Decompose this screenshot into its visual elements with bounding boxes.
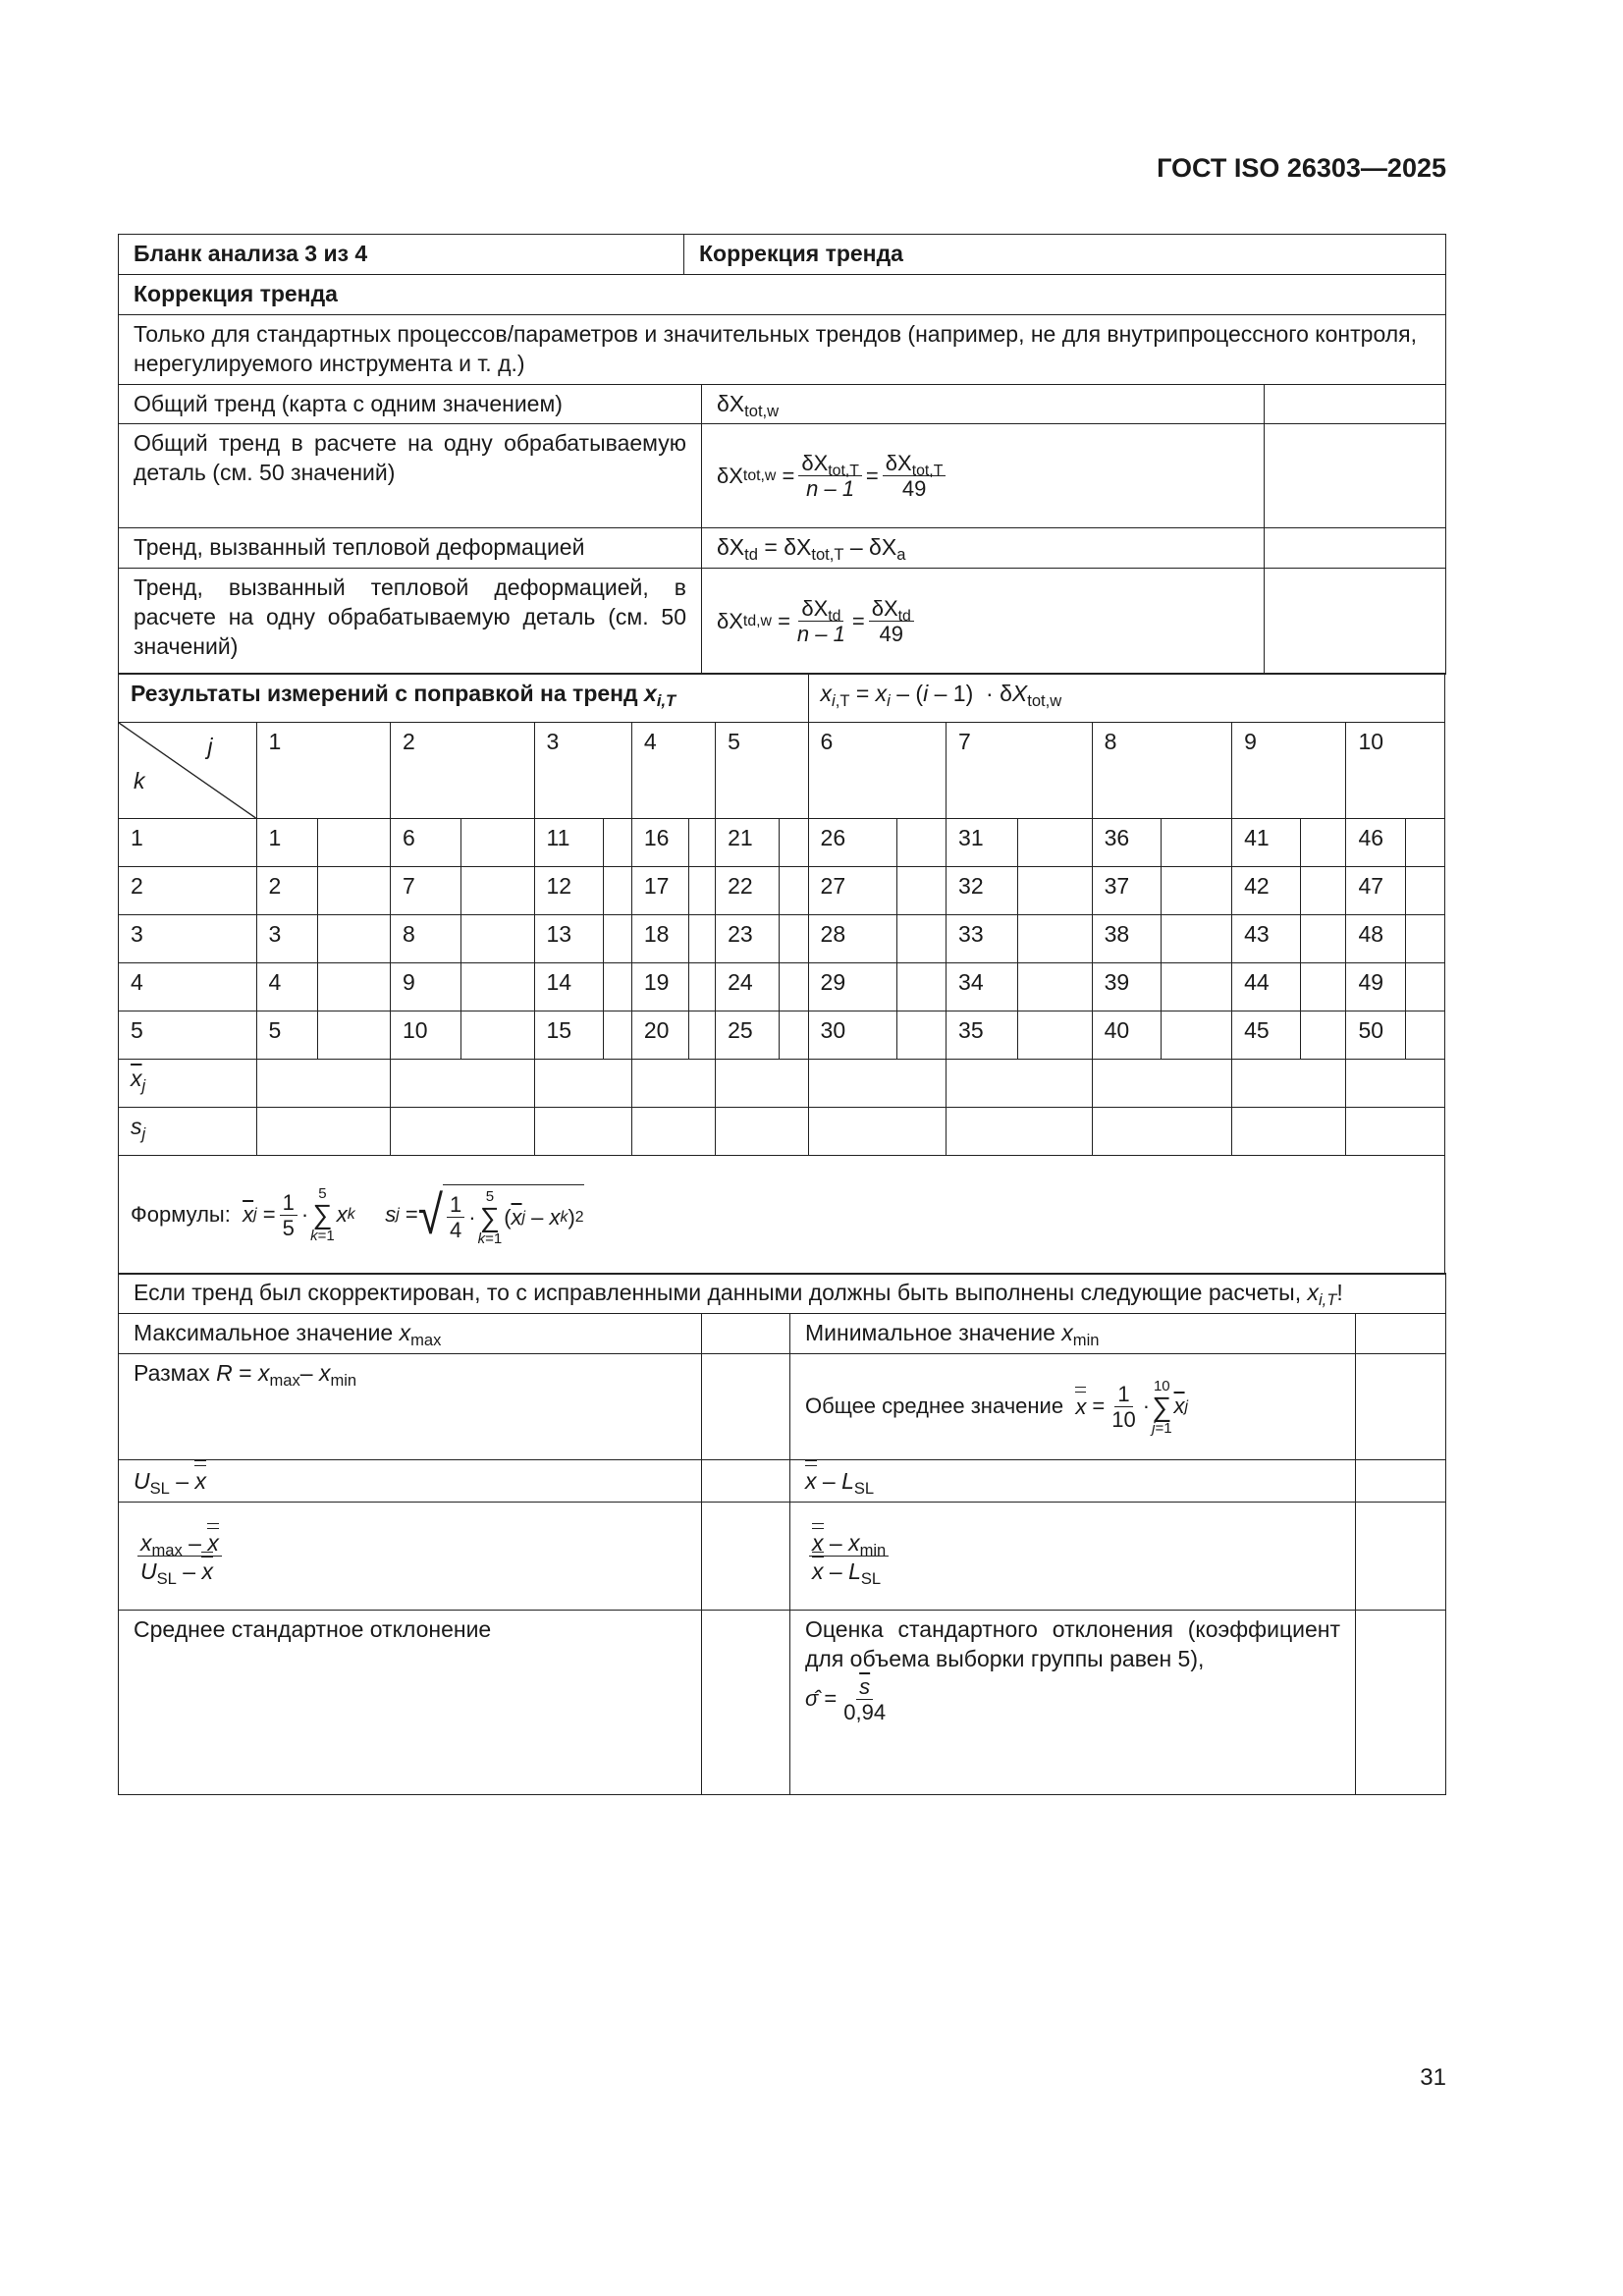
measurement-value-cell[interactable] bbox=[896, 867, 946, 915]
mean-cell[interactable] bbox=[256, 1060, 390, 1108]
grid-row bbox=[119, 963, 1445, 1011]
col-header-5: 5 bbox=[716, 723, 808, 819]
measurement-value-cell[interactable] bbox=[689, 1011, 716, 1060]
correction-formula: $x_{i,T} = x_i - (i - 1) \cdot \delta X_{tot,w}$ bbox=[808, 674, 1444, 723]
measurement-index: 48 bbox=[1346, 915, 1405, 963]
measurement-index: 39 bbox=[1092, 963, 1161, 1011]
measurement-index: 8 bbox=[390, 915, 460, 963]
measurement-value-cell[interactable] bbox=[896, 1011, 946, 1060]
measurement-index: 9 bbox=[390, 963, 460, 1011]
col-header-2: 2 bbox=[390, 723, 534, 819]
sd-row-label: $s_j$ bbox=[119, 1108, 257, 1156]
measurement-index: 26 bbox=[808, 819, 896, 867]
measurement-value-cell[interactable] bbox=[603, 1011, 631, 1060]
sd-cell[interactable] bbox=[716, 1108, 808, 1156]
measurement-index: 37 bbox=[1092, 867, 1161, 915]
trend-table bbox=[118, 234, 1446, 675]
usl-minus-mean-label: $U_{SL}$ – x bbox=[119, 1460, 702, 1503]
measurement-index: 25 bbox=[716, 1011, 780, 1060]
sd-mean-cell[interactable] bbox=[702, 1611, 790, 1795]
row-index-k: 2 bbox=[119, 867, 257, 915]
mean-cell[interactable] bbox=[534, 1060, 631, 1108]
measurement-index: 29 bbox=[808, 963, 896, 1011]
measurement-index: 22 bbox=[716, 867, 780, 915]
measurement-value-cell[interactable] bbox=[1161, 819, 1231, 867]
measurement-index: 15 bbox=[534, 1011, 603, 1060]
measurement-value-cell[interactable] bbox=[780, 819, 808, 867]
measurement-value-cell[interactable] bbox=[896, 963, 946, 1011]
ratio-lower-label: $\frac{x - x_{min}}{x - L_{SL}}$ bbox=[790, 1503, 1356, 1611]
mean-cell[interactable] bbox=[808, 1060, 947, 1108]
measurement-value-cell[interactable] bbox=[603, 915, 631, 963]
blank-label: Бланк анализа 3 из 4 bbox=[119, 235, 684, 275]
measurement-index: 24 bbox=[716, 963, 780, 1011]
value-thermal-trend[interactable] bbox=[1265, 528, 1446, 569]
formula-thermal-per-part: δX td,w = $\frac{\delta X_{td}}{n - 1}$ = $\frac{\delta X_{td}}{49}$ bbox=[702, 569, 1265, 675]
max-value-label: Максимальное значение $x_{max}$ bbox=[119, 1314, 702, 1354]
row-index-k: 5 bbox=[119, 1011, 257, 1060]
measurement-value-cell[interactable] bbox=[780, 963, 808, 1011]
sd-cell[interactable] bbox=[256, 1108, 390, 1156]
measurement-index: 49 bbox=[1346, 963, 1405, 1011]
measurement-value-cell[interactable] bbox=[1161, 963, 1231, 1011]
col-header-8: 8 bbox=[1092, 723, 1232, 819]
grid-row bbox=[119, 915, 1445, 963]
value-thermal-per-part[interactable] bbox=[1265, 569, 1446, 675]
measurement-index: 19 bbox=[631, 963, 688, 1011]
measurement-index: 5 bbox=[256, 1011, 317, 1060]
measurement-value-cell[interactable] bbox=[461, 819, 534, 867]
results-title: Результаты измерений с поправкой на тренд $x_{i,T}$ bbox=[119, 674, 809, 723]
row-index-k: 1 bbox=[119, 819, 257, 867]
max-value-cell[interactable] bbox=[702, 1314, 790, 1354]
measurement-index: 13 bbox=[534, 915, 603, 963]
measurement-index: 33 bbox=[947, 915, 1018, 963]
col-header-9: 9 bbox=[1232, 723, 1346, 819]
measurement-index: 43 bbox=[1232, 915, 1301, 963]
col-header-3: 3 bbox=[534, 723, 631, 819]
row-label-trend-per-part: Общий тренд в расчете на одну обрабатываемую деталь (см. 50 значений) bbox=[119, 424, 702, 528]
formula-thermal-trend: $\delta X_{td} = \delta X_{tot,T} - \delta X_a$ bbox=[702, 528, 1265, 569]
mean-row-label: $\overline{x}_j$ bbox=[119, 1060, 257, 1108]
measurement-value-cell[interactable] bbox=[1301, 915, 1346, 963]
measurement-value-cell[interactable] bbox=[1018, 819, 1092, 867]
measurement-value-cell[interactable] bbox=[1301, 1011, 1346, 1060]
mean-cell[interactable] bbox=[947, 1060, 1093, 1108]
measurement-value-cell[interactable] bbox=[317, 915, 390, 963]
analysis-form bbox=[118, 234, 1445, 1795]
measurement-index: 23 bbox=[716, 915, 780, 963]
measurement-value-cell[interactable] bbox=[1018, 915, 1092, 963]
results-table bbox=[118, 673, 1445, 1275]
measurement-value-cell[interactable] bbox=[461, 1011, 534, 1060]
measurement-value-cell[interactable] bbox=[317, 819, 390, 867]
ratio-lower-cell[interactable] bbox=[1356, 1503, 1446, 1611]
sd-estimate-label: Оценка стандартного отклонения (коэффициент для объема выборки группы равен 5), σ̂ = $\frac{\overline{s}}{0,94}$ bbox=[790, 1611, 1356, 1795]
measurement-index: 50 bbox=[1346, 1011, 1405, 1060]
measurement-value-cell[interactable] bbox=[461, 915, 534, 963]
measurement-value-cell[interactable] bbox=[1405, 867, 1444, 915]
sd-cell[interactable] bbox=[631, 1108, 715, 1156]
measurement-index: 36 bbox=[1092, 819, 1161, 867]
col-header-4: 4 bbox=[631, 723, 715, 819]
col-header-6: 6 bbox=[808, 723, 947, 819]
measurement-index: 18 bbox=[631, 915, 688, 963]
col-header-7: 7 bbox=[947, 723, 1093, 819]
measurement-index: 20 bbox=[631, 1011, 688, 1060]
measurement-value-cell[interactable] bbox=[780, 1011, 808, 1060]
recalc-note: Если тренд был скорректирован, то с исправленными данными должны быть выполнены следующие расчеты, $x_{i,T}$! bbox=[119, 1274, 1446, 1314]
measurement-value-cell[interactable] bbox=[1301, 963, 1346, 1011]
sd-cell[interactable] bbox=[1092, 1108, 1232, 1156]
measurement-index: 38 bbox=[1092, 915, 1161, 963]
mean-cell[interactable] bbox=[1232, 1060, 1346, 1108]
measurement-value-cell[interactable] bbox=[689, 867, 716, 915]
measurement-index: 42 bbox=[1232, 867, 1301, 915]
measurement-index: 44 bbox=[1232, 963, 1301, 1011]
row-index-k: 4 bbox=[119, 963, 257, 1011]
measurement-value-cell[interactable] bbox=[1018, 1011, 1092, 1060]
mean-cell[interactable] bbox=[716, 1060, 808, 1108]
document-id: ГОСТ ISO 26303—2025 bbox=[1157, 153, 1446, 183]
row-label-thermal-trend: Тренд, вызванный тепловой деформацией bbox=[119, 528, 702, 569]
measurement-index: 21 bbox=[716, 819, 780, 867]
measurement-value-cell[interactable] bbox=[896, 819, 946, 867]
measurement-value-cell[interactable] bbox=[1301, 819, 1346, 867]
measurement-value-cell[interactable] bbox=[689, 819, 716, 867]
measurement-index: 1 bbox=[256, 819, 317, 867]
measurement-value-cell[interactable] bbox=[689, 963, 716, 1011]
range-label: Размах $R = x_{max}-$ $x_{min}$ bbox=[119, 1354, 702, 1460]
sd-mean-label: Среднее стандартное отклонение bbox=[119, 1611, 702, 1795]
value-trend-per-part[interactable] bbox=[1265, 424, 1446, 528]
grand-mean-cell[interactable] bbox=[1356, 1354, 1446, 1460]
measurement-value-cell[interactable] bbox=[1161, 867, 1231, 915]
measurement-index: 2 bbox=[256, 867, 317, 915]
stats-table bbox=[118, 1273, 1446, 1795]
sd-cell[interactable] bbox=[390, 1108, 534, 1156]
measurement-value-cell[interactable] bbox=[1018, 963, 1092, 1011]
measurement-index: 45 bbox=[1232, 1011, 1301, 1060]
measurement-value-cell[interactable] bbox=[780, 867, 808, 915]
measurement-value-cell[interactable] bbox=[1405, 819, 1444, 867]
measurement-index: 16 bbox=[631, 819, 688, 867]
sd-cell[interactable] bbox=[534, 1108, 631, 1156]
grid-corner-header: j k bbox=[119, 723, 257, 819]
measurement-index: 28 bbox=[808, 915, 896, 963]
range-cell[interactable] bbox=[702, 1354, 790, 1460]
measurement-value-cell[interactable] bbox=[317, 867, 390, 915]
formula-trend-per-part: δX tot,w = $\frac{\delta X_{tot,T}}{n - 1}$ = $\frac{\delta X_{tot,T}}{49}$ bbox=[702, 424, 1265, 528]
sd-cell[interactable] bbox=[1232, 1108, 1346, 1156]
measurement-index: 12 bbox=[534, 867, 603, 915]
sd-cell[interactable] bbox=[1346, 1108, 1445, 1156]
measurement-value-cell[interactable] bbox=[1018, 867, 1092, 915]
measurement-index: 30 bbox=[808, 1011, 896, 1060]
measurement-index: 32 bbox=[947, 867, 1018, 915]
mean-cell[interactable] bbox=[390, 1060, 534, 1108]
measurement-index: 47 bbox=[1346, 867, 1405, 915]
measurement-value-cell[interactable] bbox=[317, 1011, 390, 1060]
section-title: Коррекция тренда bbox=[119, 274, 1446, 314]
measurement-value-cell[interactable] bbox=[689, 915, 716, 963]
measurement-index: 7 bbox=[390, 867, 460, 915]
measurement-value-cell[interactable] bbox=[1405, 915, 1444, 963]
usl-minus-mean-cell[interactable] bbox=[702, 1460, 790, 1503]
measurement-value-cell[interactable] bbox=[1161, 915, 1231, 963]
col-header-10: 10 bbox=[1346, 723, 1445, 819]
min-value-label: Минимальное значение $x_{min}$ bbox=[790, 1314, 1356, 1354]
formulas-label: Формулы: bbox=[131, 1202, 231, 1228]
intro-note: Только для стандартных процессов/параметров и значительных трендов (например, не для внутрипроцессного контроля, нерегулируемого инструмента и т. д.) bbox=[119, 314, 1446, 384]
mean-cell[interactable] bbox=[1092, 1060, 1232, 1108]
measurement-index: 34 bbox=[947, 963, 1018, 1011]
measurement-index: 35 bbox=[947, 1011, 1018, 1060]
grid-row bbox=[119, 867, 1445, 915]
measurement-index: 3 bbox=[256, 915, 317, 963]
measurement-value-cell[interactable] bbox=[603, 963, 631, 1011]
value-total-trend[interactable] bbox=[1265, 384, 1446, 424]
ratio-upper-cell[interactable] bbox=[702, 1503, 790, 1611]
measurement-value-cell[interactable] bbox=[317, 963, 390, 1011]
measurement-value-cell[interactable] bbox=[1161, 1011, 1231, 1060]
measurement-value-cell[interactable] bbox=[896, 915, 946, 963]
measurement-value-cell[interactable] bbox=[1405, 1011, 1444, 1060]
sd-cell[interactable] bbox=[947, 1108, 1093, 1156]
mean-cell[interactable] bbox=[631, 1060, 715, 1108]
formulas-cell: Формулы: $\overline{x}$ j = $\frac{1}{5}$ · 5 ∑ k=1 x k s j = √ $\frac{1}{4}$ · 5 ∑ k=1 ( $\overline{x}$ j – x k ) 2 bbox=[119, 1156, 1445, 1275]
blank-title: Коррекция тренда bbox=[684, 235, 1446, 275]
measurement-index: 46 bbox=[1346, 819, 1405, 867]
measurement-index: 40 bbox=[1092, 1011, 1161, 1060]
measurement-index: 11 bbox=[534, 819, 603, 867]
col-header-1: 1 bbox=[256, 723, 390, 819]
measurement-index: 17 bbox=[631, 867, 688, 915]
grid-row bbox=[119, 1011, 1445, 1060]
measurement-value-cell[interactable] bbox=[1405, 963, 1444, 1011]
min-value-cell[interactable] bbox=[1356, 1314, 1446, 1354]
row-index-k: 3 bbox=[119, 915, 257, 963]
measurement-value-cell[interactable] bbox=[603, 819, 631, 867]
measurement-value-cell[interactable] bbox=[603, 867, 631, 915]
mean-cell[interactable] bbox=[1346, 1060, 1445, 1108]
formula-total-trend: $\delta X_{tot,w}$ bbox=[702, 384, 1265, 424]
measurement-index: 6 bbox=[390, 819, 460, 867]
measurement-index: 4 bbox=[256, 963, 317, 1011]
measurement-value-cell[interactable] bbox=[1301, 867, 1346, 915]
measurement-index: 41 bbox=[1232, 819, 1301, 867]
measurement-index: 14 bbox=[534, 963, 603, 1011]
mean-minus-lsl-label: x – $L_{SL}$ bbox=[790, 1460, 1356, 1503]
mean-minus-lsl-cell[interactable] bbox=[1356, 1460, 1446, 1503]
measurement-index: 10 bbox=[390, 1011, 460, 1060]
measurement-value-cell[interactable] bbox=[461, 963, 534, 1011]
row-label-total-trend: Общий тренд (карта с одним значением) bbox=[119, 384, 702, 424]
grand-mean-label: Общее среднее значение x = $\frac{1}{10}$ · 10 ∑ j=1 $\overline{x}$ j bbox=[790, 1354, 1356, 1460]
sd-cell[interactable] bbox=[808, 1108, 947, 1156]
row-label-thermal-per-part: Тренд, вызванный тепловой деформацией, в расчете на одну обрабатываемую деталь (см. 50 значений) bbox=[119, 569, 702, 675]
measurement-value-cell[interactable] bbox=[780, 915, 808, 963]
page-number: 31 bbox=[1420, 2064, 1446, 2091]
measurement-index: 31 bbox=[947, 819, 1018, 867]
grid-row bbox=[119, 819, 1445, 867]
measurement-index: 27 bbox=[808, 867, 896, 915]
sd-estimate-cell[interactable] bbox=[1356, 1611, 1446, 1795]
measurement-value-cell[interactable] bbox=[461, 867, 534, 915]
ratio-upper-label: $\frac{x_{max} - x}{U_{SL} - x}$ bbox=[119, 1503, 702, 1611]
